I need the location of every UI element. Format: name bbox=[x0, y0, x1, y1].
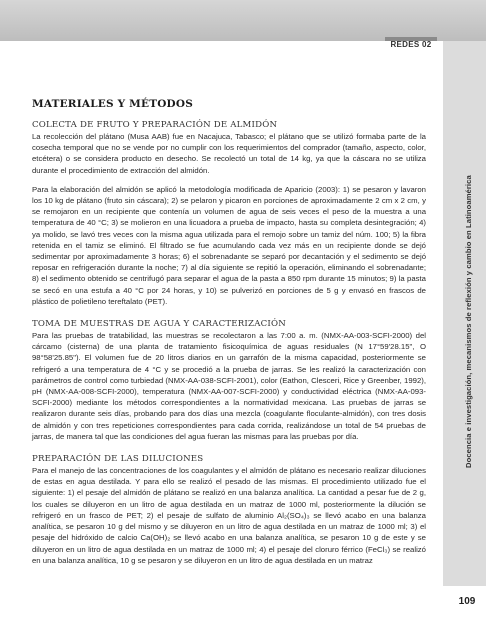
section-heading-toma-muestras: TOMA DE MUESTRAS DE AGUA Y CARACTERIZACIÓN bbox=[32, 319, 286, 330]
section-label: REDES 02 bbox=[390, 40, 432, 49]
article-body bbox=[32, 98, 426, 566]
page-number: 109 bbox=[458, 596, 476, 607]
page-title: MATERIALES Y MÉTODOS bbox=[32, 98, 193, 110]
paragraph-colecta: La recolección del plátano (Musa AAB) fue en Nacajuca, Tabasco; el plátano que se utilizó formaba parte de la cosecha temporal que no se vende por no cumplir con los requerimientos del comprador (tamaño, aspecto, color, etcétera) o se considera producto en desecho. Se recolectó un total de 14 kg, ya que la cáscara no se utiliza durante el procedimiento de extracción del almidón. bbox=[32, 132, 426, 175]
paragraph-elaboracion: Para la elaboración del almidón se aplicó la metodología modificada de Aparicio (2003): 1) se pesaron y lavaron los 10 kg de plátano (fruto sin cáscara); 2) se pelaron y picaron en porciones de aproximadamente 2 cm x 2 cm, y se remojaron en un recipiente que contenía un volumen de agua de seis veces el peso de la muestra a una temperatura de 40 °C; 3) se molieron en una licuadora a prueba de impacto, hasta su completa desintegración; 4) ya molido, se lavó tres veces con la misma agua utilizada para el remojo sobre un tamiz del núm. 100; 5) la fibra retenida en el tamiz se eliminó. El filtrado se fue acumulando cada vez más en un recipiente donde se dejó sedimentar por aproximadamente 3 horas; 6) el sobrenadante se separó por decantación y el sedimento se dejó reposar en refrigeración durante la noche; 7) al día siguiente se repitió la operación, eliminando el sobrenadante; 8) el sedimento obtenido se centrifugó para separar el agua de la pasta a 850 rpm durante 15 minutos; 9) la pasta se secó en una estufa a 40 °C por 24 horas, y 10) se pulverizó en porciones de 5 g y envasó en frascos de plástico de polietileno tereftalato (PET). bbox=[32, 184, 426, 306]
section-heading-diluciones: PREPARACIÓN DE LAS DILUCIONES bbox=[32, 454, 204, 465]
paragraph-toma-muestras: Para las pruebas de tratabilidad, las muestras se recolectaron a las 7:00 a. m. (NMX-AA-003-SCFI-2000) del cárcamo (cisterna) de una planta de tratamiento fisicoquímica de aguas residuales (N 17°59'28.15", O 98°58'25.85"). El volumen fue de 20 litros diarios en un garrafón de la misma capacidad, posteriormente se refrigeró a una temperatura de 4 °C y se procedió a la prueba de jarras. Se les realizó la caracterización con parámetros de control como turbiedad (NMX-AA-038-SCFI-2001), color (Eathon, Clesceri, Rice y Greenber, 1992), pH (NMX-AA-008-SCFI-2000), temperatura (NMX-AA-007-SCFI-2000) y conductividad eléctrica (NMX-AA-093-SCFI-2000) mediante los métodos correspondientes a la normatividad mexicana. Las pruebas de jarras se realizaron durante seis días, probando para dos días una mezcla (coagulante floculante-almidón), con tres dosis de almidón y con tres repeticiones correspondientes para cada corrida, realizándose un total de 54 pruebas de jarras, de manera tal que las condiciones del agua fueran las mismas para las pruebas por día. bbox=[32, 331, 426, 441]
header-band bbox=[0, 0, 486, 41]
paragraph-diluciones: Para el manejo de las concentraciones de los coagulantes y el almidón de plátano es necesario realizar diluciones de estas en agua destilada. Y para ello se realizó el pesado de las mismas. El procedimiento utilizado fue el siguiente: 1) el pesaje del almidón de plátano se realizó en una balanza analítica. La cantidad a pesar fue de 2 g, los cuales se diluyeron en un litro de agua destilada en un matraz de 1000 ml, posteriormente la dilución se refrigeró en un frasco de PET; 2) el pesaje de sulfato de aluminio Al₂(SO₄)₃ se llevó acabo en una balanza analítica, se pesaron 10 g del mismo y se diluyeron en un litro de agua destilada en un matraz de 1000 ml; 3) el pesaje del hidróxido de calcio Ca(OH)₂ se llevó acabo en una balanza analítica, se pesaron 10 g de este y se diluyeron en un litro de agua destilada en un matraz de 1000 ml; 4) el pesaje del cloruro férrico (FeCl₃) se realizó en una balanza analítica, 10 g se pesaron y se diluyeron en un litro de agua destilada en un matraz bbox=[32, 466, 426, 565]
sidebar-vertical-title: Docencia e investigación, mecanismos de reflexión y cambio en Latinoamérica bbox=[464, 175, 473, 468]
section-heading-colecta: COLECTA DE FRUTO Y PREPARACIÓN DE ALMIDÓN bbox=[32, 120, 278, 130]
